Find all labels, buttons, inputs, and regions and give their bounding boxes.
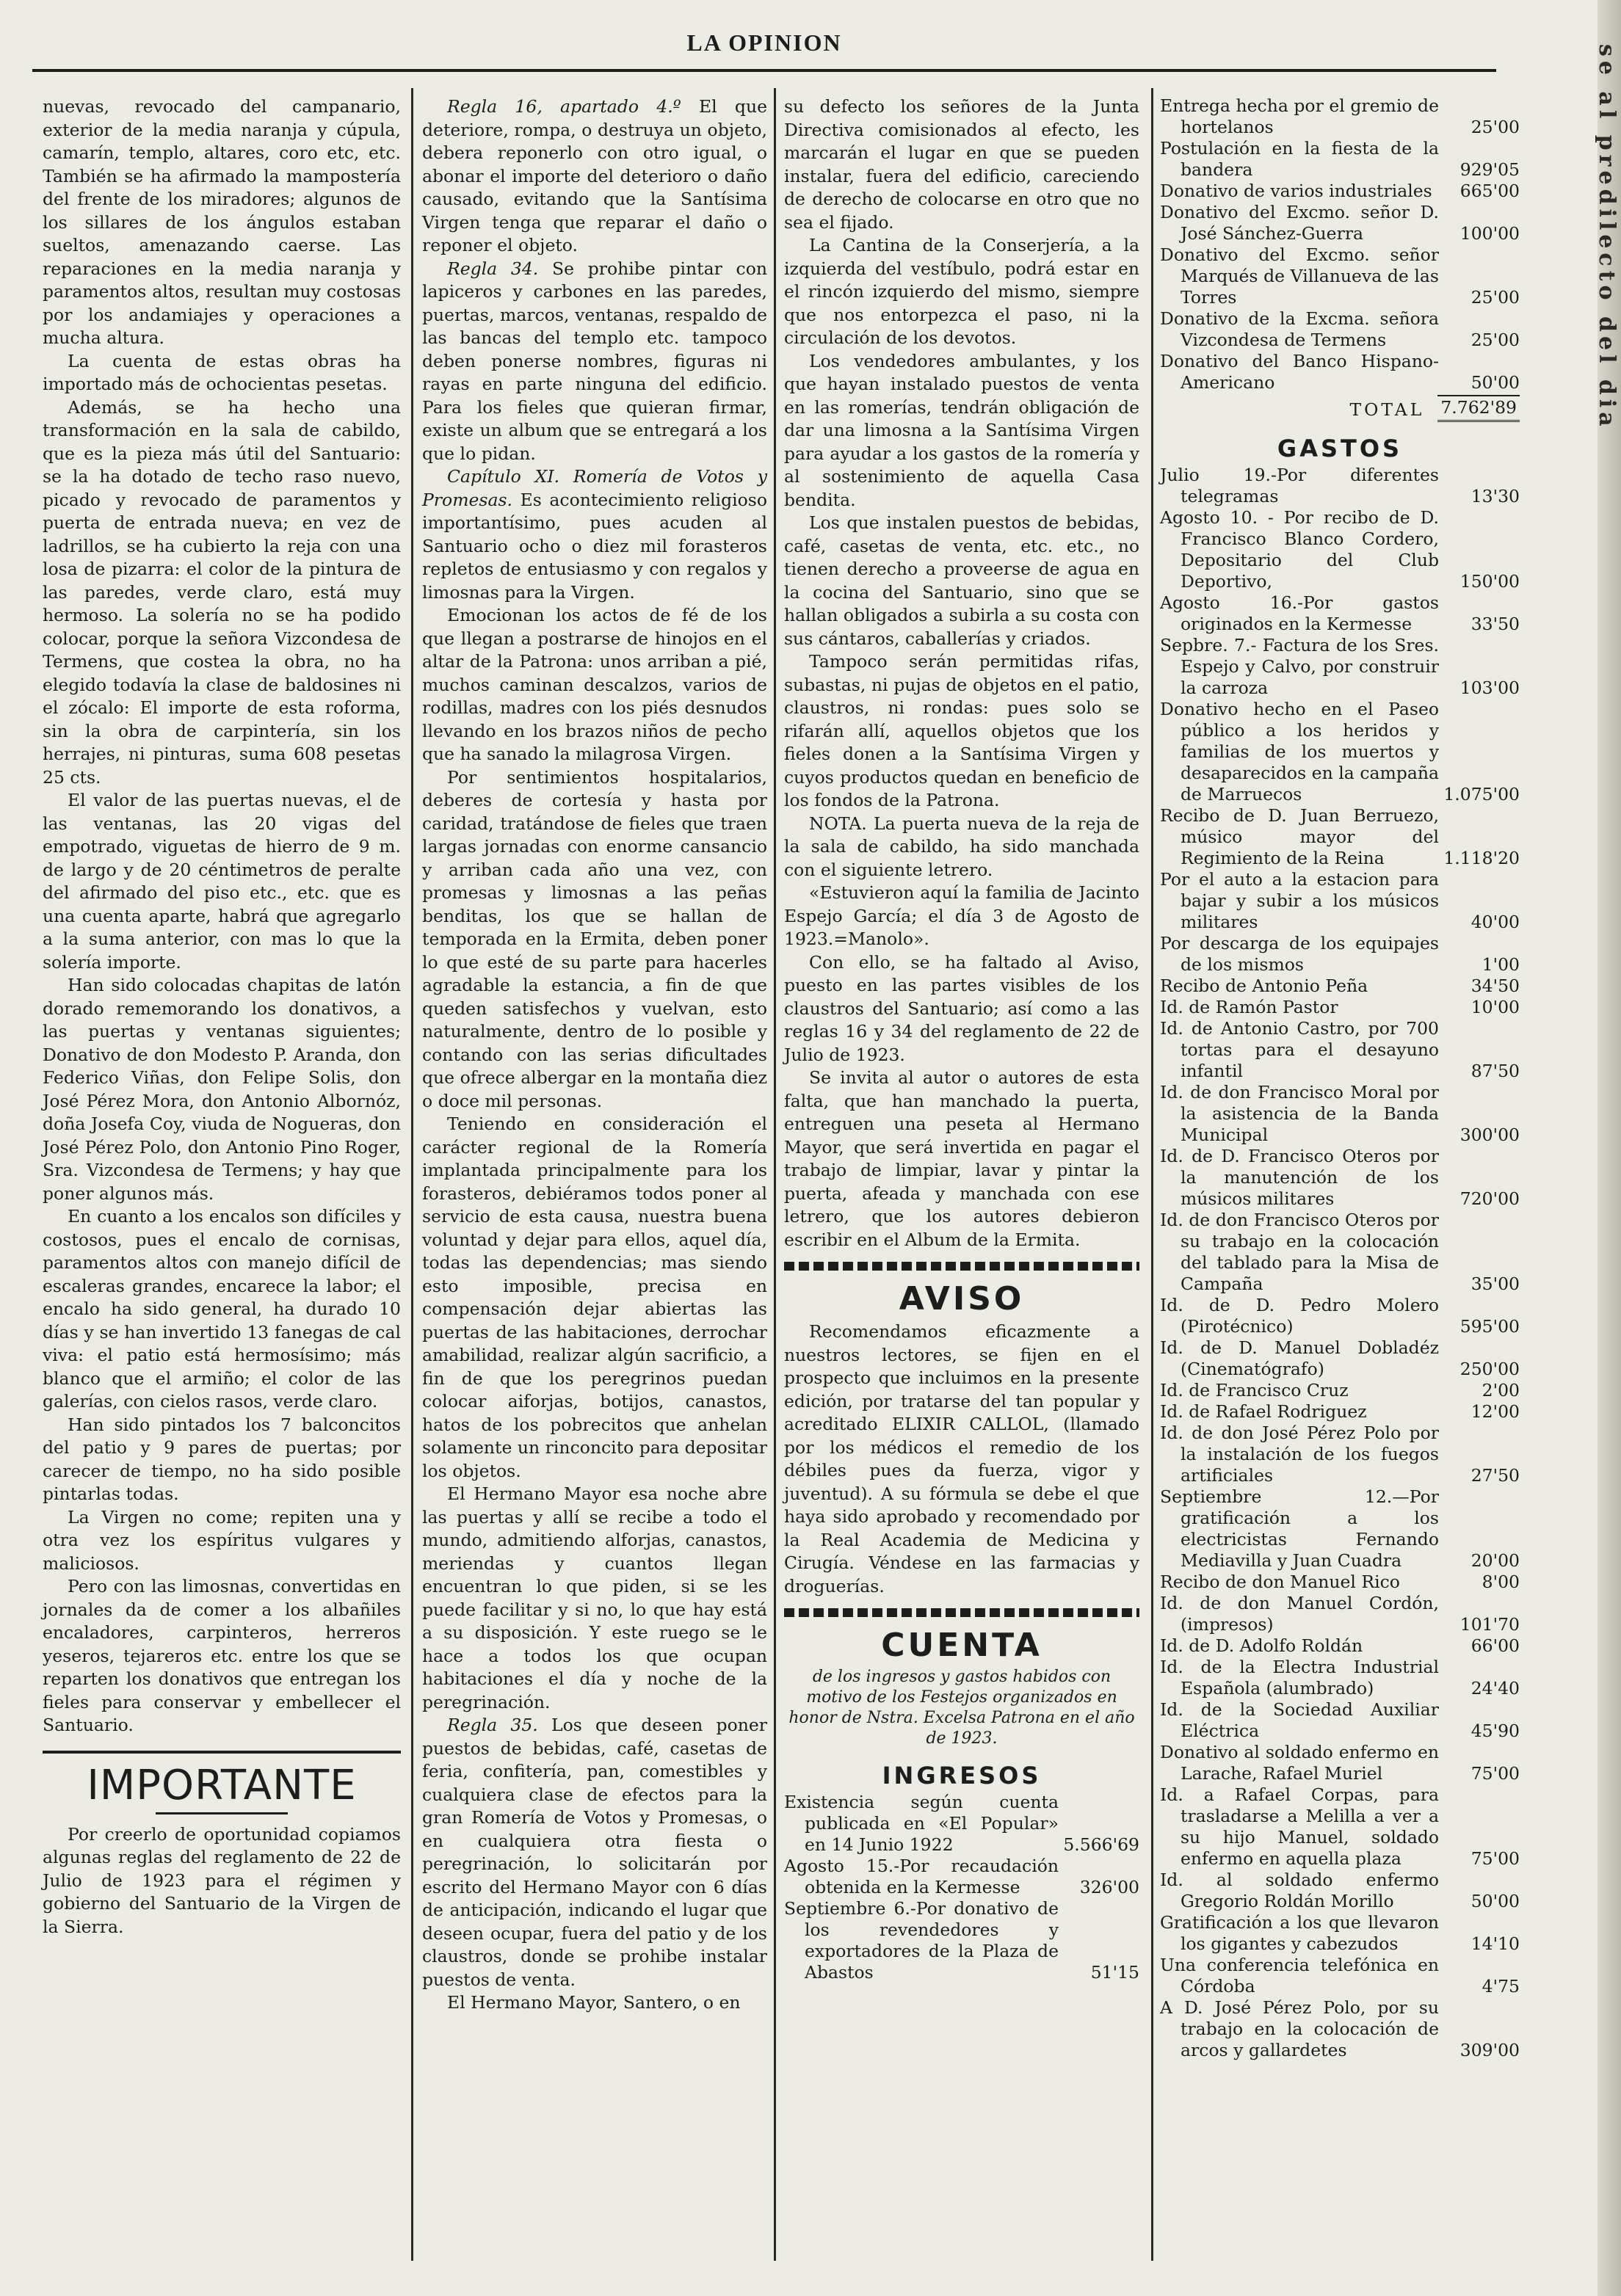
column-3: [784, 95, 1139, 1983]
ledger-desc: Id. de D. Adolfo Roldán: [1160, 1635, 1363, 1656]
ledger-desc: Recibo de Antonio Peña: [1160, 975, 1368, 996]
header-rule: [32, 69, 1496, 72]
col1-paragraph: En cuanto a los encalos son difíciles y costosos, pues el encalo de cornisas, paramentos altos con manejo difícil de escaleras grandes, encarece la labor; el encalo ha sido general, ha durado 10 días y se han invertido 13 fanegas de cal viva: el patio está hermosísimo; más blanco que el armiño; el color de las galerías, con cielos rasos, verde claro.: [43, 1206, 401, 1412]
ledger-row: [1160, 1955, 1520, 1997]
ledger-row: [1160, 465, 1520, 507]
ledger-desc: Id. de D. Francisco Oteros por la manutención de los músicos militares: [1160, 1145, 1439, 1209]
ledger-amount: 2'00: [1482, 1379, 1520, 1401]
ledger-amount: 25'00: [1470, 330, 1520, 350]
chapter-11-paragraph: [422, 465, 767, 604]
section-rule: [43, 1751, 401, 1754]
ledger-row: [1160, 976, 1520, 997]
ledger-amount: 100'00: [1459, 223, 1520, 244]
ledger-desc: Donativo del Excmo. señor D. José Sánchez-Guerra: [1160, 202, 1439, 244]
col3-paragraph: Tampoco serán permitidas rifas, subastas, ni pujas de objetos en el patio, claustros, ni rondas: pues solo se rifarán allí, aquellos objetos que los fieles donen a la Santísima Virgen y cuyos productos quedan en beneficio de los fondos de la Patrona.: [784, 651, 1139, 810]
col2-paragraph: Emocionan los actos de fé de los que llegan a postrarse de hinojos en el altar de la Patrona: unos arriban a pié, muchos caminan descalzos, varios de rodillas, madres con los piés desnudos llevando en los brazos niños de pecho que ha sanado la milagrosa Virgen.: [422, 605, 767, 764]
ledger-amount: 8'00: [1482, 1571, 1520, 1592]
col1-paragraph: Han sido pintados los 7 balconcitos del patio y 9 pares de puertas; por carecer de tiempo, no ha sido posible pintarlas todas.: [43, 1414, 401, 1504]
ledger-amount: 929'05: [1459, 159, 1520, 180]
ledger-amount: 40'00: [1470, 911, 1520, 932]
gastos-list: [1160, 465, 1520, 2061]
ledger-row: [1160, 1997, 1520, 2061]
importante-heading: IMPORTANTE: [87, 1761, 357, 1809]
rule-34-paragraph: [422, 258, 767, 466]
ledger-row: [1160, 1210, 1520, 1295]
ledger-desc: Por el auto a la estacion para bajar y subir a los músicos militares: [1160, 868, 1439, 932]
ledger-amount: 35'00: [1470, 1273, 1520, 1294]
col1-paragraph: El valor de las puertas nuevas, el de las ventanas, las 20 vigas del empotrado, viguetas de hierro de 9 m. de largo y de 20 céntimetros de peralte del afirmado del piso etc., etc. que es una cuenta aparte, habrá que agregarlo a la suma anterior, con mas lo que la solería importe.: [43, 790, 401, 973]
ledger-desc: Id. de D. Pedro Molero (Pirotécnico): [1160, 1294, 1439, 1337]
aviso-paragraph: Recomendamos eficazmente a nuestros lectores, se fijen en el prospecto que incluimos en la presente edición, por tratarse del tan popular y acreditado ELIXIR CALLOL, (llamado por los médicos el remedio de los débiles pues da fuerza, vigor y juventud). A su fórmula se debe el que haya sido aprobado y recomendado por la Real Academia de Medicina y Cirugía. Véndese en las farmacias y droguerías.: [784, 1321, 1139, 1596]
col3-paragraph: Los que instalen puestos de bebidas, café, casetas de venta, etc. etc., no tienen derecho a proveerse de agua en la cocina del Santuario, sino que se hallan obligados a subirla a su costa con sus cántaros, caballerías y criados.: [784, 512, 1139, 649]
section-rule: [784, 1262, 1139, 1271]
ledger-desc: Recibo de D. Juan Berruezo, músico mayor del Regimiento de la Reina: [1160, 804, 1439, 868]
chapter-11-lead: Capítulo XI. Romería de Votos y Promesas.: [422, 466, 767, 510]
section-rule: [784, 1608, 1139, 1617]
ledger-desc: Septiembre 12.—Por gratificación a los electricistas Fernando Mediavilla y Juan Cuadra: [1160, 1486, 1439, 1571]
ledger-row: [1160, 1380, 1520, 1401]
column-divider-3: [1151, 88, 1153, 2261]
ledger-row: [1160, 699, 1520, 805]
ledger-amount: 75'00: [1470, 1762, 1520, 1784]
ledger-amount: 66'00: [1470, 1635, 1520, 1656]
ledger-desc: Agosto 10. - Por recibo de D. Francisco Blanco Cordero, Depositario del Club Deportivo,: [1160, 506, 1439, 592]
column-4: [1160, 95, 1520, 2061]
col3-paragraph: Los vendedores ambulantes, y los que hayan instalado puestos de venta en las romerías, tendrán obligación de dar una limosna a la Santísima Virgen para ayudar a los gastos de la romería y al sostenimiento de aquella Casa bendita.: [784, 350, 1139, 510]
ledger-row: [1160, 1295, 1520, 1337]
ledger-amount: 1.075'00: [1443, 783, 1520, 804]
ledger-row: [1160, 1870, 1520, 1912]
ledger-row: [1160, 1572, 1520, 1593]
ledger-desc: Id. de don Francisco Oteros por su trabajo en la colocación del tablado para la Misa de Campaña: [1160, 1209, 1439, 1294]
ledger-amount: 250'00: [1459, 1358, 1520, 1379]
ledger-row: [1160, 1657, 1520, 1699]
ledger-amount: 24'40: [1470, 1677, 1520, 1699]
ledger-amount: 75'00: [1470, 1848, 1520, 1869]
ledger-amount: 309'00: [1459, 2039, 1520, 2060]
ledger-row: [1160, 1593, 1520, 1635]
ledger-desc: Id. de Rafael Rodriguez: [1160, 1401, 1367, 1422]
ledger-desc: Por descarga de los equipajes de los mismos: [1160, 932, 1439, 975]
ledger-desc: Donativo al soldado enfermo en Larache, Rafael Muriel: [1160, 1741, 1439, 1784]
heading-underline: [156, 1812, 288, 1814]
total-row: [1160, 395, 1520, 422]
importante-paragraph: Por creerlo de oportunidad copiamos algunas reglas del reglamento de 22 de Julio de 1923 para el régimen y gobierno del Santuario de la Virgen de la Sierra.: [43, 1823, 401, 1937]
rule-16-lead: Regla 16, apartado 4.º: [447, 96, 681, 117]
ledger-amount: 1'00: [1482, 953, 1520, 975]
ledger-desc: Id. a Rafael Corpas, para trasladarse a Melilla a ver a su hijo Manuel, soldado enfermo en aquella plaza: [1160, 1784, 1439, 1869]
ledger-amount: 665'00: [1459, 181, 1520, 201]
ledger-amount: 34'50: [1470, 975, 1520, 996]
ledger-row: [784, 1898, 1139, 1983]
col1-paragraph: La Virgen no come; repiten una y otra vez los espíritus vulgares y maliciosos.: [43, 1506, 401, 1574]
ledger-amount: 51'15: [1090, 1962, 1139, 1983]
ledger-row: [1160, 805, 1520, 869]
ledger-desc: Id. de Francisco Cruz: [1160, 1379, 1349, 1401]
ledger-desc: Donativo de varios industriales: [1160, 181, 1432, 201]
chapter-11-text: Es acontecimiento religioso importantísimo, pues acuden al Santuario ocho o diez mil forasteros repletos de entusiasmo y con regalos y limosnas para la Virgen.: [422, 489, 767, 603]
aviso-heading: AVISO: [899, 1280, 1025, 1318]
col1-paragraph: Pero con las limosnas, convertidas en jornales da de comer a los albañiles encaladores, carpinteros, herreros yeseros, tejareros etc. entre los que se reparten los donativos que entregan los fieles para conservar y embellecer el Santuario.: [43, 1576, 401, 1735]
ledger-desc: Recibo de don Manuel Rico: [1160, 1571, 1400, 1592]
col1-paragraph: Han sido colocadas chapitas de latón dorado rememorando los donativos, a las puertas y ventanas siguientes; Donativo de don Modesto P. Aranda, don Federico Viñas, don Felipe Solis, don José Pérez Mora, don Antonio Albornóz, doña Josefa Coy, viuda de Nogueras, don José Pérez Polo, don Antonio Pino Roger, Sra. Vizcondesa de Termens; y hay que poner algunos más.: [43, 975, 401, 1204]
ledger-amount: 5.566'69: [1063, 1834, 1139, 1855]
ledger-desc: Id. de Antonio Castro, por 700 tortas para el desayuno infantil: [1160, 1017, 1439, 1081]
ingresos-heading: INGRESOS: [882, 1762, 1042, 1790]
col2-paragraph: El Hermano Mayor, Santero, o en: [447, 1992, 741, 2013]
ledger-amount: 720'00: [1459, 1188, 1520, 1209]
ledger-desc: Existencia según cuenta publicada en «El Popular» en 14 Junio 1922: [784, 1792, 1059, 1855]
col3-paragraph: La Cantina de la Conserjería, a la izquierda del vestíbulo, podrá estar en el rincón izquierdo del mismo, siempre que nos entorpezca el paso, ni la circulación de los devotos.: [784, 235, 1139, 348]
ledger-amount: 300'00: [1459, 1124, 1520, 1145]
ledger-desc: Id. de la Electra Industrial Española (alumbrado): [1160, 1656, 1439, 1699]
col1-paragraph: Además, se ha hecho una transformación en la sala de cabildo, que es la pieza más útil del Santuario: se la ha dotado de techo raso nuevo, picado y revocado de paramentos y puerta de entrada nueva; en vez de ladrillos, se ha cubierto la reja con una losa de pizarra: el color de la pintura de las paredes, verde claro, está muy hermoso. La solería no se ha podido colocar, porque la señora Vizcondesa de Termens, que costea la obra, no ha elegido todavía la clase de baldosines ni el zócalo: El importe de esta roforma, sin la obra de carpintería, sin los herrajes, ni pinturas, suma 608 pesetas 25 cts.: [43, 396, 401, 788]
ledger-row: [1160, 592, 1520, 635]
col3-paragraph: su defecto los señores de la Junta Directiva comisionados al efecto, les marcarán el lugar en que se pueden instalar, fuera del edificio, careciendo de derecho de colocarse en otro que no sea el fijado.: [784, 96, 1139, 233]
ledger-desc: Julio 19.-Por diferentes telegramas: [1160, 464, 1439, 506]
ledger-desc: Donativo del Excmo. señor Marqués de Villanueva de las Torres: [1160, 244, 1439, 308]
ledger-amount: 326'00: [1079, 1877, 1139, 1897]
ledger-row: [1160, 1423, 1520, 1486]
cuenta-subtitle: de los ingresos y gastos habidos con motivo de los Festejos organizados en honor de Nstra. Excelsa Patrona en el año de 1923.: [788, 1668, 1135, 1748]
ledger-desc: Id. de don Francisco Moral por la asistencia de la Banda Municipal: [1160, 1081, 1439, 1145]
ledger-desc: Gratificación a los que llevaron los gigantes y cabezudos: [1160, 1911, 1439, 1954]
ledger-row: [1160, 997, 1520, 1018]
ledger-desc: Donativo hecho en el Paseo público a los heridos y familias de los muertos y desaparecidos en la campaña de Marruecos: [1160, 698, 1439, 804]
total-label: TOTAL: [1349, 399, 1425, 420]
col1-paragraph: La cuenta de estas obras ha importado más de ochocientas pesetas.: [43, 350, 401, 394]
ledger-row: [784, 1792, 1139, 1856]
ledger-row: [1160, 95, 1520, 138]
rule-34-text: Se prohibe pintar con lapiceros y carbones en las paredes, puertas, marcos, ventanas, respaldo de las bancas del templo etc. tampoco deben ponerse nombres, figuras ni rayas en parte ninguna del edificio. Para los fieles que quieran firmar, existe un album que se entregará a los que lo pidan.: [422, 258, 767, 464]
rule-35-paragraph: [422, 1714, 767, 1991]
rule-16-text: El que deteriore, rompa, o destruya un objeto, debera reponerlo con otro igual, o abonar el importe del deterioro o daño causado, evitando que la Santísima Virgen tenga que reparar el daño o reponer el objeto.: [422, 96, 767, 255]
total-value: 7.762'89: [1437, 395, 1520, 422]
ledger-row: [1160, 308, 1520, 351]
ledger-row: [1160, 1486, 1520, 1572]
ledger-amount: 101'70: [1459, 1613, 1520, 1635]
ledger-row: [1160, 351, 1520, 393]
ledger-amount: 87'50: [1470, 1060, 1520, 1081]
ingresos-list: [1160, 95, 1520, 393]
rule-35-text: Los que deseen poner puestos de bebidas, café, casetas de feria, confitería, pan, comestibles y cualquiera clase de efectos para la gran Romería de Votos y Promesas, o en cualquiera otra fiesta o peregrinación, lo solicitarán por escrito del Hermano Mayor con 6 días de anticipación, indicando el lugar que deseen ocupar, fuera del patio y de los claustros, donde se prohibe instalar puestos de venta.: [422, 1715, 767, 1990]
ledger-row: [1160, 869, 1520, 933]
ledger-amount: 50'00: [1470, 372, 1520, 393]
ledger-desc: Id. al soldado enfermo Gregorio Roldán Morillo: [1160, 1869, 1439, 1911]
ledger-amount: 4'75: [1482, 1975, 1520, 1997]
ledger-row: [1160, 1146, 1520, 1210]
ledger-amount: 150'00: [1459, 570, 1520, 592]
ledger-row: [1160, 1742, 1520, 1784]
ledger-row: [1160, 181, 1520, 202]
ledger-desc: Id. de Ramón Pastor: [1160, 996, 1338, 1017]
rule-16-paragraph: [422, 95, 767, 258]
ledger-amount: 20'00: [1470, 1550, 1520, 1571]
ledger-row: [784, 1856, 1139, 1898]
ledger-desc: Donativo de la Excma. señora Vizcondesa de Termens: [1160, 308, 1439, 350]
ledger-amount: 45'90: [1470, 1720, 1520, 1741]
ledger-row: [1160, 244, 1520, 308]
ledger-amount: 1.118'20: [1443, 847, 1520, 868]
col2-paragraph: Teniendo en consideración el carácter regional de la Romería implantada principalmente para los forasteros, debiéramos todos poner al servicio de esta causa, nuestra buena voluntad y dejar para ellos, aquel día, todas las dependencias; mas siendo esto imposible, precisa en compensación dejar abiertas las puertas de las habitaciones, derrochar amabilidad, realizar algún sacrificio, a fin de que los peregrinos puedan colocar aiforjas, botijos, canastos, hatos de los pobrecitos que anhelan solamente un rinconcito para depositar los objetos.: [422, 1114, 767, 1481]
rule-35-lead: Regla 35.: [447, 1715, 538, 1735]
col2-paragraph: El Hermano Mayor esa noche abre las puertas y allí se recibe a todo el mundo, admitiendo alforjas, canastos, meriendas y cuantos llegan encuentran lo que piden, si se les puede facilitar y si no, lo que hay está a su disposición. Y este ruego se le hace a todos los que ocupan habitaciones el día y noche de la peregrinación.: [422, 1483, 767, 1712]
column-2: [422, 95, 767, 2015]
ledger-amount: 595'00: [1459, 1315, 1520, 1337]
ledger-amount: 14'10: [1470, 1933, 1520, 1954]
ledger-amount: 27'50: [1470, 1464, 1520, 1486]
col3-paragraph: Con ello, se ha faltado al Aviso, puesto en las partes visibles de los claustros del Santuario; así como a las reglas 16 y 34 del reglamento de 22 de Julio de 1923.: [784, 951, 1139, 1065]
ledger-row: [1160, 1784, 1520, 1870]
ledger-amount: 12'00: [1470, 1401, 1520, 1422]
ledger-amount: 25'00: [1470, 287, 1520, 308]
column-divider-2: [774, 88, 776, 2261]
ledger-desc: Id. de don Manuel Cordón, (impresos): [1160, 1592, 1439, 1635]
ledger-amount: 50'00: [1470, 1890, 1520, 1911]
col2-paragraph: Por sentimientos hospitalarios, deberes de cortesía y hasta por caridad, tratándose de fieles que traen largas jornadas con enorme cansancio y arriban cada año una vez, con promesas y limosnas a las peñas benditas, los que se hallan de temporada en la Ermita, deben poner lo que esté de su parte para hacerles agradable la estancia, a fin de que queden satisfechos y vuelvan, esto naturalmente, dentro de lo posible y contando con las serias dificultades que ofrece albergar en la montaña diez o doce mil personas.: [422, 766, 767, 1111]
ledger-amount: 103'00: [1459, 677, 1520, 698]
ledger-row: [1160, 635, 1520, 699]
ledger-desc: Una conferencia telefónica en Córdoba: [1160, 1954, 1439, 1997]
ledger-desc: Id. de la Sociedad Auxiliar Eléctrica: [1160, 1699, 1439, 1741]
column-divider-1: [411, 88, 413, 2261]
ledger-row: [1160, 933, 1520, 976]
ledger-amount: 25'00: [1470, 117, 1520, 137]
ledger-row: [1160, 1082, 1520, 1146]
ledger-row: [1160, 1912, 1520, 1955]
ledger-desc: Agosto 15.-Por recaudación obtenida en la Kermesse: [784, 1856, 1059, 1897]
ledger-amount: 33'50: [1470, 613, 1520, 634]
rule-34-lead: Regla 34.: [447, 258, 539, 279]
gastos-heading: GASTOS: [1277, 434, 1403, 462]
ledger-desc: Id. de D. Manuel Dobladéz (Cinematógrafo): [1160, 1337, 1439, 1379]
ledger-desc: Septiembre 6.-Por donativo de los revendedores y exportadores de la Plaza de Abastos: [784, 1898, 1059, 1983]
ledger-desc: Entrega hecha por el gremio de hortelanos: [1160, 95, 1439, 137]
ledger-desc: Donativo del Banco Hispano-Americano: [1160, 351, 1439, 393]
ledger-desc: Sepbre. 7.- Factura de los Sres. Espejo y Calvo, por construir la carroza: [1160, 634, 1439, 698]
ledger-row: [1160, 1635, 1520, 1657]
ledger-row: [1160, 1401, 1520, 1423]
col3-paragraph: Se invita al autor o autores de esta falta, que han manchado la puerta, entreguen una peseta al Hermano Mayor, que será invertida en pagar el trabajo de limpiar, lavar y pintar la puerta, afeada y manchada con ese letrero, que los autores debieron escribir en el Album de la Ermita.: [784, 1067, 1139, 1250]
ledger-row: [1160, 507, 1520, 592]
column-1: [43, 95, 401, 1939]
newspaper-header: LA OPINION: [686, 29, 842, 56]
col3-paragraph: NOTA. La puerta nueva de la reja de la sala de cabildo, ha sido manchada con el siguiente letrero.: [784, 813, 1139, 880]
ledger-desc: Postulación en la fiesta de la bandera: [1160, 138, 1439, 180]
ledger-row: [1160, 138, 1520, 181]
ledger-row: [1160, 202, 1520, 244]
ledger-row: [1160, 1337, 1520, 1380]
ledger-amount: 13'30: [1470, 485, 1520, 506]
col1-paragraph: nuevas, revocado del campanario, exterior de la media naranja y cúpula, camarín, templo, altares, coro etc, etc. También se ha afirmado la mampostería del frente de los miradores; algunos de los sillares de los ángulos estaban sueltos, amenazando caerse. Las reparaciones en la media naranja y paramentos altos, resultan muy costosas por los andamiajes y operaciones a mucha altura.: [43, 96, 401, 348]
ledger-desc: Id. de don José Pérez Polo por la instalación de los fuegos artificiales: [1160, 1422, 1439, 1486]
ledger-desc: A D. José Pérez Polo, por su trabajo en la colocación de arcos y gallardetes: [1160, 1997, 1439, 2060]
ledger-desc: Agosto 16.-Por gastos originados en la Kermesse: [1160, 592, 1439, 634]
ledger-amount: 10'00: [1470, 996, 1520, 1017]
edge-fragment-text: se al predilecto del dia: [1594, 44, 1620, 431]
cuenta-heading: CUENTA: [881, 1627, 1042, 1664]
col3-paragraph: «Estuvieron aquí la familia de Jacinto Espejo García; el día 3 de Agosto de 1923.=Manolo».: [784, 882, 1139, 949]
ledger-row: [1160, 1699, 1520, 1742]
ledger-row: [1160, 1018, 1520, 1082]
